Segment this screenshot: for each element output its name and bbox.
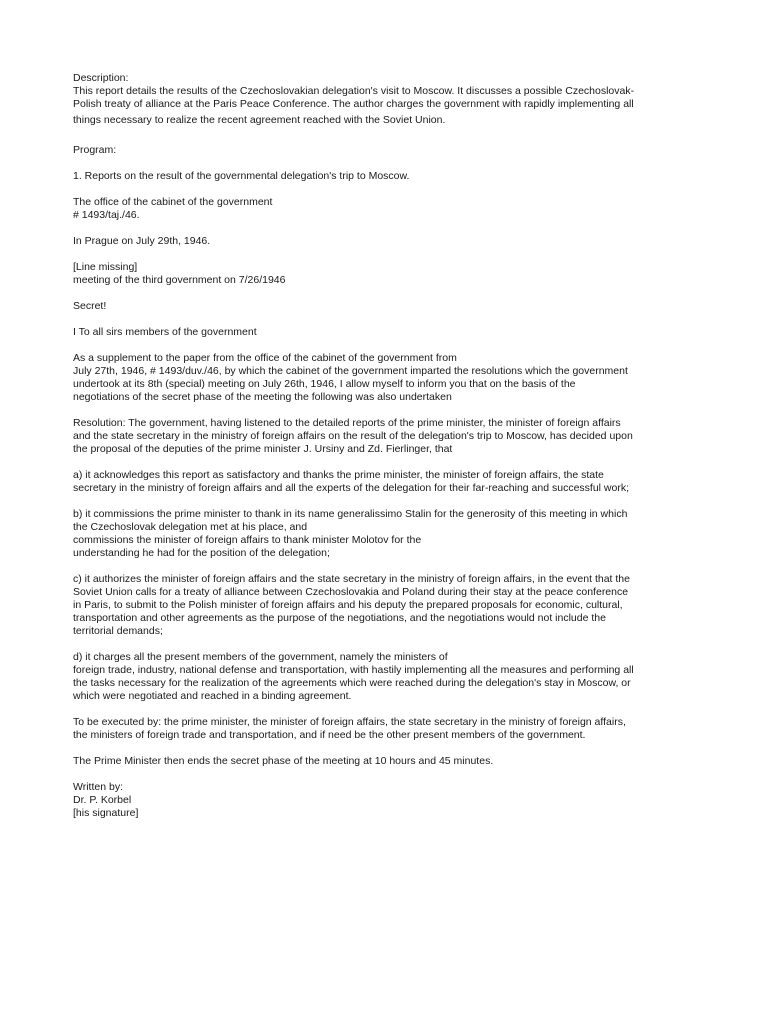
- item-c-line: c) it authorizes the minister of foreign affairs and the state secretary in the ministry of foreign affairs, in the event that the: [73, 573, 630, 585]
- item-b-line: the Czechoslovak delegation met at his place, and: [73, 521, 308, 533]
- description-text-line: Polish treaty of alliance at the Paris Peace Conference. The author charges the government with rapidly implementing all: [73, 98, 634, 110]
- supplement-line: undertook at its 8th (special) meeting on July 26th, 1946, I allow myself to inform you that on the basis of the: [73, 378, 576, 390]
- resolution-line: the proposal of the deputies of the prime minister J. Ursiny and Zd. Fierlinger, that: [73, 443, 453, 455]
- document-page: [73, 72, 698, 833]
- office-reference-number: # 1493/taj./46.: [73, 209, 140, 221]
- closing-paragraph: [73, 755, 698, 768]
- program-item-text: 1. Reports on the result of the governmental delegation's trip to Moscow.: [73, 170, 410, 182]
- signature-note: [his signature]: [73, 807, 139, 819]
- resolution-item-a: [73, 469, 698, 495]
- description-text-line: things necessary to realize the recent agreement reached with the Soviet Union.: [73, 114, 446, 126]
- missing-line-note: [Line missing]: [73, 261, 138, 273]
- place-date-block: [73, 235, 698, 248]
- resolution-item-c: [73, 573, 698, 638]
- item-d-line: which were negotiated and reached in a binding agreement.: [73, 690, 352, 702]
- item-c-line: transportation and other agreements as the purpose of the negotiations, and the negotiations would not include the: [73, 612, 606, 624]
- addressee: I To all sirs members of the government: [73, 326, 257, 338]
- author-name: Dr. P. Korbel: [73, 794, 132, 806]
- resolution-paragraph: [73, 417, 698, 456]
- resolution-line: Resolution: The government, having listened to the detailed reports of the prime minister, the minister of foreign affairs: [73, 417, 621, 429]
- item-b-line: commissions the minister of foreign affairs to thank minister Molotov for the: [73, 534, 422, 546]
- secret-block: [73, 300, 698, 313]
- addressee-block: [73, 326, 698, 339]
- supplement-paragraph: [73, 352, 698, 404]
- item-a-line: secretary in the ministry of foreign affairs and all the experts of the delegation for their far-reaching and successful work;: [73, 482, 630, 494]
- program-block: [73, 144, 698, 157]
- resolution-item-d: [73, 651, 698, 703]
- executed-by-paragraph: [73, 716, 698, 742]
- description-block: [73, 72, 698, 127]
- description-text-line: This report details the results of the Czechoslovakian delegation's visit to Moscow. It discusses a possible Czechoslovak-: [73, 85, 635, 97]
- meeting-title: meeting of the third government on 7/26/1946: [73, 274, 286, 286]
- program-item: [73, 170, 698, 183]
- office-name: The office of the cabinet of the government: [73, 196, 273, 208]
- resolution-item-b: [73, 508, 698, 560]
- item-a-line: a) it acknowledges this report as satisfactory and thanks the prime minister, the minister of foreign affairs, the state: [73, 469, 604, 481]
- executed-by-line: the ministers of foreign trade and transportation, and if need be the other present members of the government.: [73, 729, 586, 741]
- item-c-line: Soviet Union calls for a treaty of alliance between Czechoslovakia and Poland during their stay at the peace conference: [73, 586, 629, 598]
- item-d-line: the tasks necessary for the realization of the agreements which were reached during the delegation's stay in Moscow, or: [73, 677, 631, 689]
- program-heading: Program:: [73, 144, 117, 156]
- description-heading: Description:: [73, 72, 129, 84]
- closing-text: The Prime Minister then ends the secret phase of the meeting at 10 hours and 45 minutes.: [73, 755, 494, 767]
- item-c-line: territorial demands;: [73, 625, 163, 637]
- supplement-line: negotiations of the secret phase of the meeting the following was also undertaken: [73, 391, 452, 403]
- signature-block: [73, 781, 698, 820]
- supplement-line: July 27th, 1946, # 1493/duv./46, by which the cabinet of the government imparted the resolutions which the government: [73, 365, 628, 377]
- place-date: In Prague on July 29th, 1946.: [73, 235, 211, 247]
- office-block: [73, 196, 698, 222]
- secret-label: Secret!: [73, 300, 107, 312]
- item-d-line: foreign trade, industry, national defense and transportation, with hastily implementing all the measures and performing all: [73, 664, 634, 676]
- written-by-label: Written by:: [73, 781, 123, 793]
- supplement-line: As a supplement to the paper from the office of the cabinet of the government from: [73, 352, 457, 364]
- executed-by-line: To be executed by: the prime minister, the minister of foreign affairs, the state secretary in the ministry of foreign affairs,: [73, 716, 626, 728]
- item-b-line: understanding he had for the position of the delegation;: [73, 547, 330, 559]
- item-b-line: b) it commissions the prime minister to thank in its name generalissimo Stalin for the generosity of this meeting in which: [73, 508, 628, 520]
- item-c-line: in Paris, to submit to the Polish minister of foreign affairs and his deputy the prepared proposals for economic, cultural,: [73, 599, 623, 611]
- resolution-line: and the state secretary in the ministry of foreign affairs on the result of the delegation's trip to Moscow, has decided upon: [73, 430, 633, 442]
- meeting-block: [73, 261, 698, 287]
- item-d-line: d) it charges all the present members of the government, namely the ministers of: [73, 651, 448, 663]
